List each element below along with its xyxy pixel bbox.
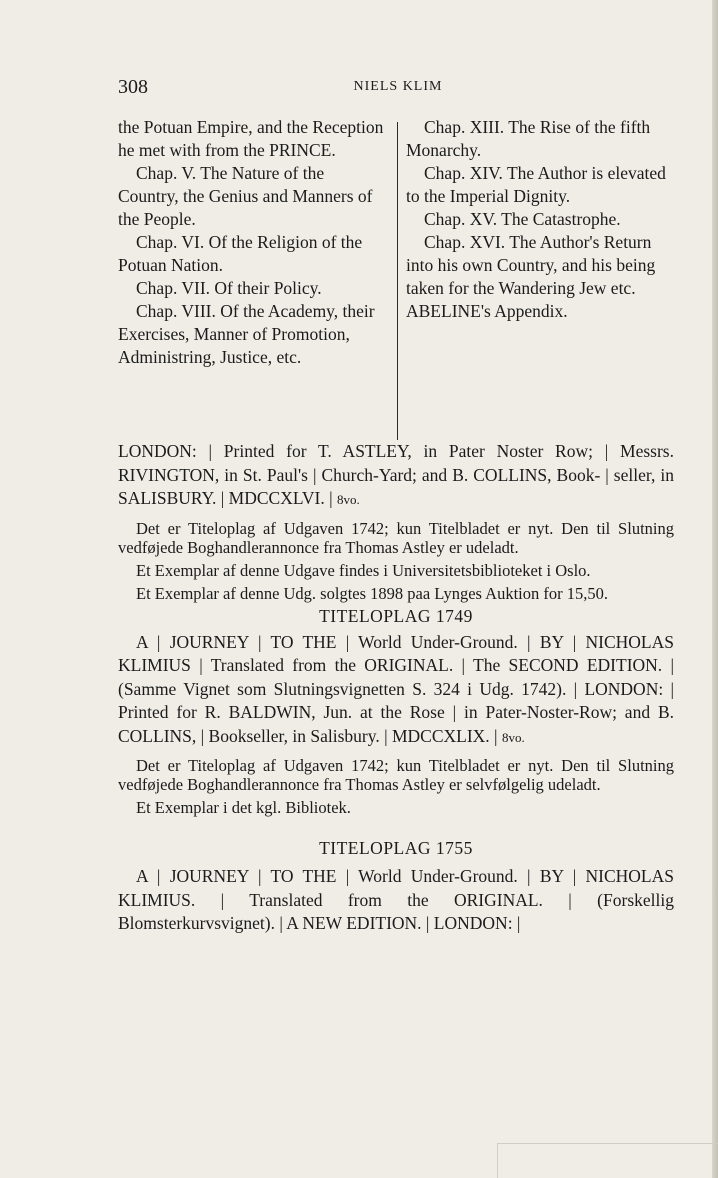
imprint-1755: A | JOURNEY | TO THE | World Under-Ground. | BY | NICHOLAS KLIMIUS. | Translated from the ORIGINAL. | (Forskellig Blomsterkurvsvignet). | A NEW EDITION. | LONDON: | (118, 866, 674, 933)
left-entry-1: the Potuan Empire, and the Reception he met with from the PRINCE. (118, 117, 384, 160)
right-entry-3: Chap. XV. The Catastrophe. (424, 209, 621, 229)
section-title-1755: TITELOPLAG 1755 (319, 838, 473, 858)
left-entry-2: Chap. V. The Nature of the Country, the Genius and Manners of the People. (118, 163, 373, 229)
imprint-1749 (118, 631, 674, 750)
left-column (118, 116, 386, 369)
note-1742-2: Et Exemplar af denne Udgave findes i Universitetsbiblioteket i Oslo. (136, 560, 591, 580)
format-1742: 8vo. (337, 492, 360, 507)
page-header (118, 74, 678, 104)
imprint-1749-text: A | JOURNEY | TO THE | World Under-Ground. | BY | NICHOLAS KLIMIUS | Translated from the ORIGINAL. | The SECOND EDITION. | (Samme Vignet som Slutningsvignetten S. 324 i Udg. 1742). | LONDON: | Printed for R. BALDWIN, Jun. at the Rose | in Pater-Noster-Row; and B. COLLINS, | Bookseller, in Salisbury. | MDCCXLIX. | (118, 631, 674, 746)
running-head: NIELS KLIM (353, 79, 443, 94)
note-1749-2: Et Exemplar i det kgl. Bibliotek. (136, 798, 351, 817)
right-entry-5: ABELINE's Appendix. (406, 301, 568, 321)
scan-corner-mark (497, 1143, 718, 1178)
column-divider (397, 122, 398, 440)
right-entry-1: Chap. XIII. The Rise of the fifth Monarchy. (406, 117, 651, 160)
left-entry-3: Chap. VI. Of the Religion of the Potuan Nation. (118, 232, 363, 275)
note-1749-1: Det er Titeloplag af Udgaven 1742; kun Titelbladet er nyt. Den til Slutning vedføjede Boghandlerannonce fra Thomas Astley er selvfølgelig udeladt. (118, 756, 674, 794)
note-1742-3: Et Exemplar af denne Udg. solgtes 1898 paa Lynges Auktion for 15,50. (136, 583, 608, 603)
left-entry-4: Chap. VII. Of their Policy. (136, 278, 322, 298)
bibliographic-body (118, 440, 674, 936)
imprint-1742 (118, 440, 674, 512)
left-entry-5: Chap. VIII. Of the Academy, their Exercises, Manner of Promotion, Administring, Justice, etc. (118, 301, 375, 367)
contents-columns (118, 116, 678, 441)
page-number: 308 (118, 76, 148, 98)
section-title-1749: TITELOPLAG 1749 (319, 605, 473, 626)
format-1749: 8vo. (501, 729, 525, 745)
note-1742-1: Det er Titeloplag af Udgaven 1742; kun Titelbladet er nyt. Den til Slutning vedføjede Boghandlerannonce fra Thomas Astley er udeladt. (118, 518, 674, 557)
right-column (406, 116, 678, 323)
page-edge (712, 0, 718, 1178)
right-entry-4: Chap. XVI. The Author's Return into his own Country, and his being taken for the Wandering Jew etc. (406, 232, 656, 298)
imprint-1742-text: LONDON: | Printed for T. ASTLEY, in Pater Noster Row; | Messrs. RIVINGTON, in St. Paul's | Church-Yard; and B. COLLINS, Book- | seller, in SALISBURY. | MDCCXLVI. | (118, 441, 674, 508)
right-entry-2: Chap. XIV. The Author is elevated to the Imperial Dignity. (406, 163, 666, 206)
